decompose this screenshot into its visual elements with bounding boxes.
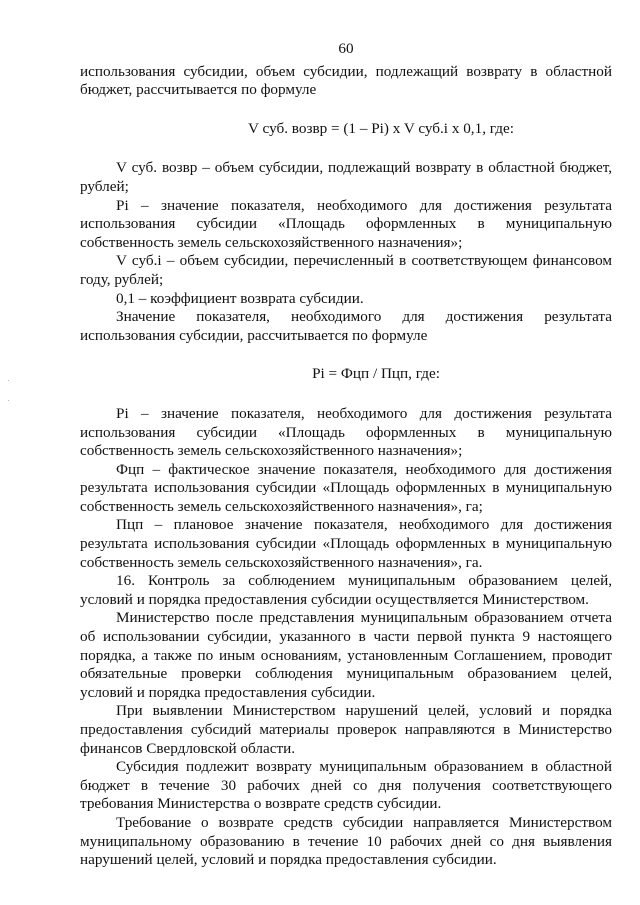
definition-fcp: Фцп – фактическое значение показателя, необходимого для достижения результата использования субсидии «Площадь оформленных в муниципальную собственность земель сельскохозяйственного назначения», га; [80, 460, 612, 515]
definition-pcp: Пцп – плановое значение показателя, необходимого для достижения результата использования субсидии «Площадь оформленных в муниципальную собственность земель сельскохозяйственного назначения», га. [80, 516, 612, 571]
paragraph-violations: При выявлении Министерством нарушений целей, условий и порядка предоставления субсидий материалы проверок направляются в Министерство финансов Свердловской области. [80, 702, 612, 757]
paragraph-ministry-checks: Министерство после представления муниципальным образованием отчета об использовании субсидии, указанного в части первой пункта 9 настоящего порядка, а также по иным основаниям, установленным Соглашением, проводит обязательные проверки соблюдения муниципальным образованием целей, условий и порядка предоставления субсидии. [80, 609, 612, 701]
definition-v-subsidy: V суб.i – объем субсидии, перечисленный в соответствующем финансовом году, рублей; [80, 252, 612, 288]
paragraph-return-demand: Требование о возврате средств субсидии направляется Министерством муниципальному образованию в течение 10 рабочих дней со дня выявления нарушений целей, условий и порядка предоставления субсидии. [80, 813, 612, 869]
formula-return-volume: V суб. возвр = (1 – Pi) x V суб.i x 0,1, где: [248, 119, 514, 137]
definition-coefficient: 0,1 – коэффициент возврата субсидии. [116, 289, 364, 307]
scan-mark [8, 400, 9, 401]
indicator-formula-intro: Значение показателя, необходимого для достижения результата использования субсидии, рассчитывается по формуле [80, 308, 612, 344]
definition-v-return: V суб. возвр – объем субсидии, подлежащий возврату в областной бюджет, рублей; [80, 159, 612, 195]
scan-mark [8, 380, 9, 381]
intro-paragraph: использования субсидии, объем субсидии, подлежащий возврату в областной бюджет, рассчитывается по формуле [80, 62, 612, 99]
formula-indicator: Pi = Фцп / Пцп, где: [312, 365, 440, 383]
definition-pi-2: Pi – значение показателя, необходимого для достижения результата использования субсидии «Площадь оформленных в муниципальную собственность земель сельскохозяйственного назначения»; [80, 404, 612, 460]
paragraph-return-subsidy: Субсидия подлежит возврату муниципальным образованием в областной бюджет в течение 30 рабочих дней со дня получения соответствующего требования Министерства о возврате средств субсидии. [80, 758, 612, 813]
document-page [80, 40, 612, 870]
paragraph-16-control: 16. Контроль за соблюдением муниципальным образованием целей, условий и порядка предоставления субсидии осуществляется Министерством. [80, 572, 612, 608]
page-number: 60 [338, 40, 354, 57]
definition-pi: Pi – значение показателя, необходимого для достижения результата использования субсидии «Площадь оформленных в муниципальную собственность земель сельскохозяйственного назначения»; [80, 196, 612, 251]
